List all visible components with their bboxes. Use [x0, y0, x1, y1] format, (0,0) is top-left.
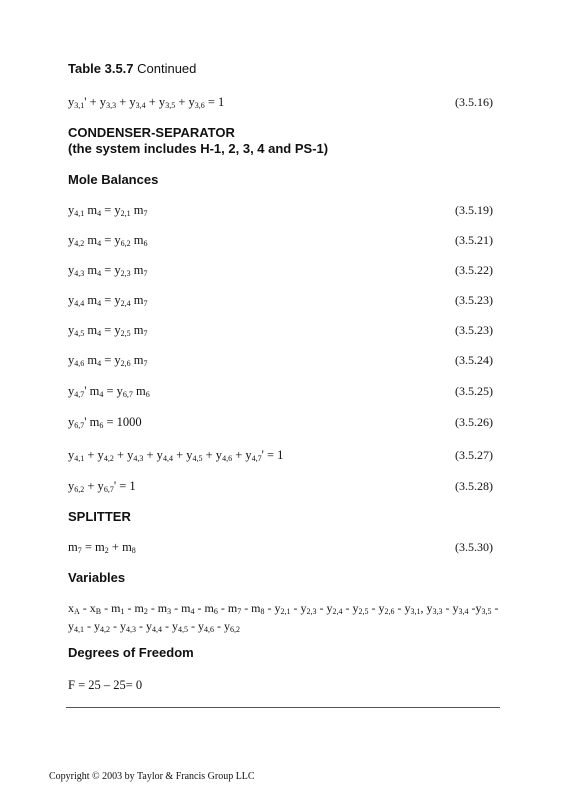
horizontal-rule: [66, 707, 500, 708]
equation-number: (3.5.23): [455, 293, 493, 307]
equation: $y_{3,1}' + y_{3,3} + y_{3,4} + y_{3,5} + y_{3,6} = 1$: [68, 95, 225, 110]
equation-number: (3.5.26): [455, 415, 493, 429]
degrees-of-freedom-equation: F = 25 – 25= 0: [68, 678, 143, 692]
equation: $y_{6,2} + y_{6,7}' = 1$: [68, 479, 136, 494]
equation: $y_{4,1} + y_{4,2} + y_{4,3} + y_{4,4} + y_{4,5} + y_{4,6} + y_{4,7}' = 1$: [68, 448, 284, 463]
equation-number: (3.5.25): [455, 384, 493, 398]
equation: $y_{4,5}$ $m_4 = y_{2,5}$ $m_7$: [68, 323, 148, 338]
table-title-rest: Continued: [133, 61, 197, 76]
equation-number: (3.5.22): [455, 263, 493, 277]
equation: $y_{4,2}$ $m_4 = y_{6,2}$ $m_6$: [68, 233, 148, 248]
equation-number: (3.5.24): [455, 353, 493, 367]
equation-number: (3.5.28): [455, 479, 493, 493]
equation: $y_{4,6}$ $m_4 = y_{2,6}$ $m_7$: [68, 353, 148, 368]
section-heading-variables: Variables: [68, 570, 126, 585]
table-title-bold: Table 3.5.7: [68, 61, 134, 76]
equation: $m_7 = m_2 + m_8$: [68, 540, 136, 555]
equation: $y_{4,7}'$ $m_4 = y_{6,7}$ $m_6$: [68, 384, 150, 399]
equation: $y_{6,7}'$ $m_6 = 1000$: [68, 415, 142, 430]
equation: $y_{4,4}$ $m_4 = y_{2,4}$ $m_7$: [68, 293, 148, 308]
section-heading-splitter: SPLITTER: [68, 509, 131, 524]
section-heading-degrees-of-freedom: Degrees of Freedom: [68, 645, 194, 660]
section-subheading-condenser: (the system includes H-1, 2, 3, 4 and PS-1): [68, 141, 329, 156]
equation-number: (3.5.30): [455, 540, 493, 554]
equation: $y_{4,3}$ $m_4 = y_{2,3}$ $m_7$: [68, 263, 148, 278]
equation-number: (3.5.19): [455, 203, 493, 217]
equation-number: (3.5.27): [455, 448, 493, 462]
copyright-notice: Copyright © 2003 by Taylor & Francis Group LLC: [49, 771, 255, 782]
equation-number: (3.5.21): [455, 233, 493, 247]
equation-number: (3.5.16): [455, 95, 493, 109]
table-title: [68, 61, 196, 76]
equation-number: (3.5.23): [455, 323, 493, 337]
equation: $y_{4,1}$ $m_4 = y_{2,1}$ $m_7$: [68, 203, 148, 218]
section-heading-condenser: CONDENSER-SEPARATOR: [68, 125, 235, 140]
variables-list: $x_A - x_B - m_1 - m_2 - m_3 - m_4 - m_6 - m_7 - m_8 - y_{2,1} - y_{2,3} - y_{2,4} - y_{2,5} - y_{2,6} - y_{3,1}$, $y_{3,3} - y_{3,4}$ $-y_{3,5} - y_{4,1} - y_{4,2} - y_{4,3} - y_{4,4} - y_{4,5} - y_{4,6} - y_{6,2}$: [68, 601, 499, 634]
section-heading-mole-balances: Mole Balances: [68, 172, 159, 187]
